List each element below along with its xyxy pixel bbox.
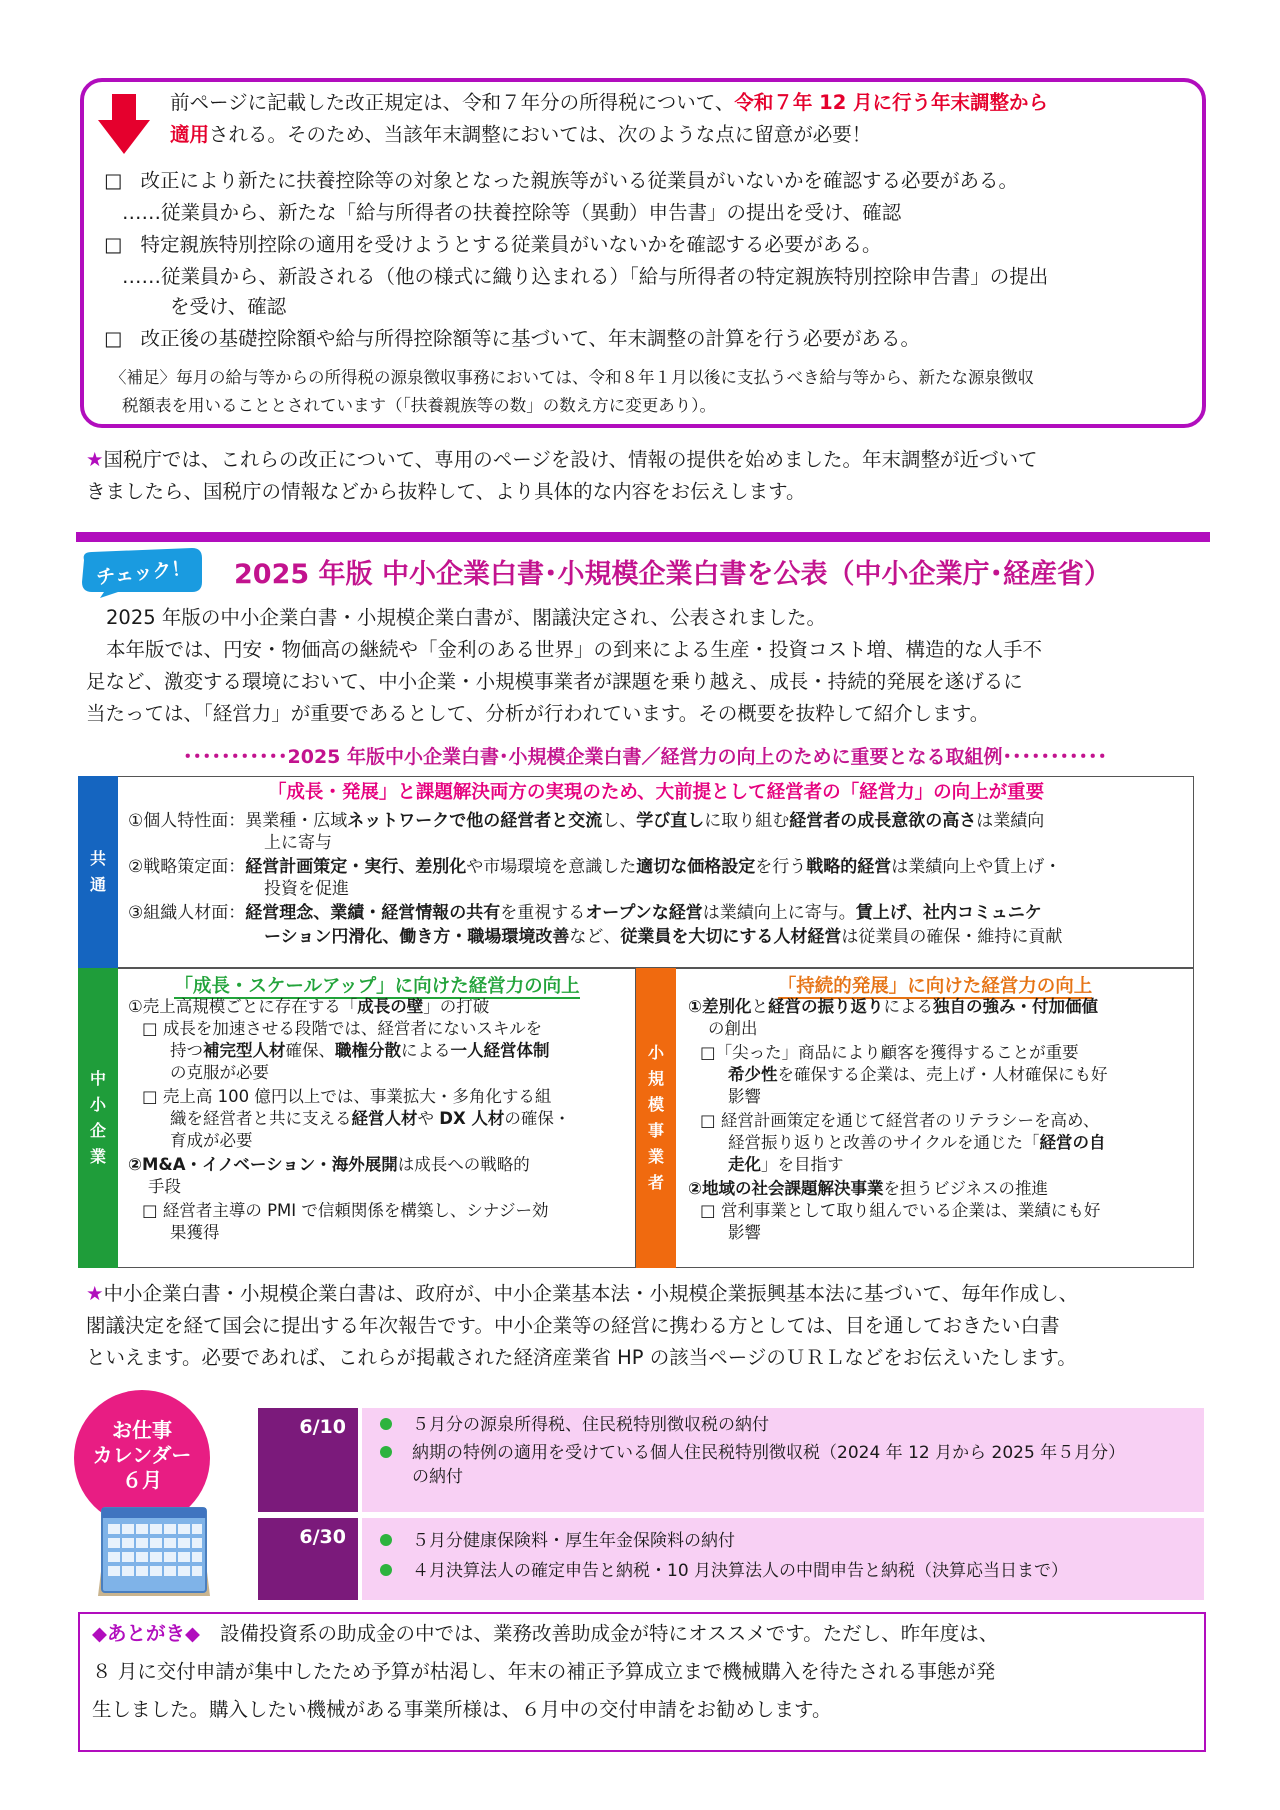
small-item-1-cont: の創出 (708, 1019, 758, 1038)
common-item-3-cont: ーション円滑化、働き方・職場環境改善など、従業員を大切にする人材経営は従業員の確保・維持に貢献 (264, 927, 1063, 947)
afterword-line-1: ◆あとがき◆ 設備投資系の助成金の中では、業務改善助成金が特にオススメです。ただし、昨年度は、 (92, 1622, 999, 1645)
small-item-1a-cont: 希少性を確保する企業は、売上げ・人材確保にも好 (728, 1065, 1108, 1084)
calendar-event-cont: の納付 (412, 1467, 463, 1487)
supplement-line-1: 〈補足〉毎月の給与等からの所得税の源泉徴収事務においては、令和８年１月以後に支払うべき給与等から、新たな源泉徴収 (110, 368, 1034, 387)
check-badge: チェック！ (78, 546, 206, 598)
table-heading: ･･･････････2025 年版中小企業白書･小規模企業白書／経営力の向上のために重要となる取組例･･･････････ (183, 746, 1107, 768)
common-item-1-cont: 上に寄与 (264, 833, 332, 853)
intro-line-4: 当たっては、「経営力」が重要であるとして、分析が行われています。その概要を抜粋して紹介します。 (86, 702, 990, 725)
nta-note-line-2: きましたら、国税庁の情報などから抜粋して、より具体的な内容をお伝えします。 (86, 480, 806, 503)
common-item-1: ①個人特性面：異業種・広域ネットワークで他の経営者と交流し、学び直しに取り組む経営者の成長意欲の高さは業績向 (128, 811, 1045, 831)
calendar-event: ５月分健康保険料・厚生年金保険料の納付 (380, 1530, 735, 1553)
common-label: 共 通 (78, 776, 118, 968)
checklist-item-2-detail: ……従業員から、新設される（他の様式に織り込まれる）「給与所得者の特定親族特別控除申告書」の提出 (122, 265, 1049, 288)
calendar-event: 納期の特例の適用を受けている個人住民税特別徴収税（2024 年 12 月から 2025 年５月分） (380, 1442, 1125, 1465)
white-paper-note-line-1: ★中小企業白書・小規模企業白書は、政府が、中小企業基本法・小規模企業振興基本法に基づいて、毎年作成し、 (86, 1282, 1079, 1305)
common-item-2: ②戦略策定面：経営計画策定・実行、差別化や市場環境を意識した適切な価格設定を行う戦略的経営は業績向上や賃上げ・ (128, 857, 1062, 877)
checkbox-icon: □ (104, 233, 123, 256)
notice-line-1: 前ページに記載した改正規定は、令和７年分の所得税について、令和７年 12 月に行う年末調整から (170, 91, 1049, 114)
section-divider (76, 532, 1210, 542)
sme-title: 「成長・スケールアップ」に向けた経営力の向上 (174, 976, 580, 997)
checklist-item-2: □ 特定親族特別控除の適用を受けようとする従業員がいないかを確認する必要がある。 (104, 233, 882, 256)
afterword-label: ◆あとがき◆ (92, 1622, 200, 1645)
small-business-label: 小 規 模 事 業 者 (636, 968, 676, 1268)
small-item-1b-cont2: 走化」を目指す (728, 1155, 844, 1174)
common-item-2-cont: 投資を促進 (264, 879, 349, 899)
calendar-event: ４月決算法人の確定申告と納税・10 月決算法人の中間申告と納税（決算応当日まで） (380, 1560, 1068, 1583)
checkbox-icon: □ (104, 327, 123, 350)
checklist-item-3: □ 改正後の基礎控除額や給与所得控除額等に基づいて、年末調整の計算を行う必要がある。 (104, 327, 921, 350)
sme-item-2: ②M&A・イノベーション・海外展開は成長への戦略的 (128, 1155, 530, 1174)
afterword-line-2: ８ 月に交付申請が集中したため予算が枯渇し、年末の補正予算成立まで機械購入を待たされる事態が発 (92, 1660, 996, 1683)
intro-line-3: 足など、激変する環境において、中小企業・小規模事業者が課題を乗り越え、成長・持続的発展を遂げるに (86, 670, 1023, 693)
sme-item-1: ①売上高規模ごとに存在する「成長の壁」の打破 (128, 997, 490, 1016)
intro-line-1: 2025 年版の中小企業白書・小規模企業白書が、閣議決定され、公表されました。 (106, 606, 826, 629)
calendar-event: ５月分の源泉所得税、住民税特別徴収税の納付 (380, 1414, 769, 1437)
sme-label: 中 小 企 業 (78, 968, 118, 1268)
bullet-dot-icon (380, 1418, 392, 1430)
bullet-dot-icon (380, 1534, 392, 1546)
star-icon: ★ (86, 448, 104, 471)
nta-note-line-1: ★国税庁では、これらの改正について、専用のページを設け、情報の提供を始めました。年末調整が近づいて (86, 448, 1038, 471)
common-title: 「成長・発展」と課題解決両方の実現のため、大前提として経営者の「経営力」の向上が重要 (267, 782, 1045, 803)
white-paper-note-line-3: といえます。必要であれば、これらが掲載された経済産業省 HP の該当ページのＵＲＬなどをお伝えいたします。 (86, 1346, 1077, 1369)
star-icon: ★ (86, 1282, 104, 1305)
afterword-line-3: 生しました。購入したい機械がある事業所様は、６月中の交付申請をお勧めします。 (92, 1698, 832, 1721)
small-item-1: ①差別化と経営の振り返りによる独自の強み・付加価値 (688, 997, 1098, 1016)
sme-item-1b-cont: 織を経営者と共に支える経営人材や DX 人材の確保・ (170, 1109, 571, 1128)
small-business-title: 「持続的発展」に向けた経営力の向上 (777, 976, 1093, 997)
small-item-1b-cont: 経営振り返りと改善のサイクルを通じた「経営の自 (728, 1133, 1106, 1152)
section-title: 2025 年版 中小企業白書･小規模企業白書を公表（中小企業庁･経産省） (234, 559, 1111, 590)
sme-item-1b-cont2: 育成が必要 (170, 1131, 253, 1150)
bullet-dot-icon (380, 1446, 392, 1458)
intro-line-2: 本年版では、円安・物価高の継続や「金利のある世界」の到来による生産・投資コスト増、構造的な人手不 (106, 638, 1043, 661)
sme-item-2-cont: 手段 (148, 1177, 181, 1196)
calendar-badge: お仕事 カレンダー ６月 (74, 1390, 210, 1526)
sme-item-1a-cont2: の克服が必要 (170, 1063, 269, 1082)
down-arrow-icon (98, 94, 150, 154)
checklist-item-2-detail-cont: を受け、確認 (170, 295, 287, 318)
calendar-date-6-10: 6/10 (258, 1408, 358, 1512)
small-title-wrap (676, 972, 1194, 998)
bullet-dot-icon (380, 1564, 392, 1576)
sme-item-2a: □ 経営者主導の PMI で信頼関係を構築し、シナジー効 (142, 1201, 549, 1220)
checklist-item-1: □ 改正により新たに扶養控除等の対象となった親族等がいる従業員がいないかを確認する必要がある。 (104, 169, 1018, 192)
small-item-1a: □「尖った」商品により顧客を獲得することが重要 (700, 1043, 1079, 1062)
sme-item-2a-cont: 果獲得 (170, 1223, 220, 1242)
calendar-date-6-30: 6/30 (258, 1518, 358, 1600)
checkbox-icon: □ (104, 169, 123, 192)
small-item-2a: □ 営利事業として取り組んでいる企業は、業績にも好 (700, 1201, 1101, 1220)
supplement-line-2: 税額表を用いることとされています（「扶養親族等の数」の数え方に変更あり）。 (122, 396, 716, 415)
sme-item-1a-cont: 持つ補完型人材確保、職権分散による一人経営体制 (170, 1041, 550, 1060)
sme-item-1a: □ 成長を加速させる段階では、経営者にないスキルを (142, 1019, 543, 1038)
checklist-item-1-detail: ……従業員から、新たな「給与所得者の扶養控除等（異動）申告書」の提出を受け、確認 (122, 201, 902, 224)
common-item-3: ③組織人材面：経営理念、業績・経営情報の共有を重視するオープンな経営は業績向上に寄与。賃上げ、社内コミュニケ (128, 903, 1042, 923)
small-item-2a-cont: 影響 (728, 1223, 761, 1242)
white-paper-note-line-2: 閣議決定を経て国会に提出する年次報告です。中小企業等の経営に携わる方としては、目を通しておきたい白書 (86, 1314, 1060, 1337)
small-item-1a-cont2: 影響 (728, 1087, 761, 1106)
small-item-1b: □ 経営計画策定を通じて経営者のリテラシーを高め、 (700, 1111, 1100, 1130)
notice-line-2: 適用される。そのため、当該年末調整においては、次のような点に留意が必要！ (170, 123, 872, 146)
sme-item-1b: □ 売上高 100 億円以上では、事業拡大・多角化する組 (142, 1087, 552, 1106)
desk-calendar-icon (92, 1506, 216, 1598)
small-item-2: ②地域の社会課題解決事業を担うビジネスの推進 (688, 1179, 1048, 1198)
sme-title-wrap (118, 972, 636, 998)
